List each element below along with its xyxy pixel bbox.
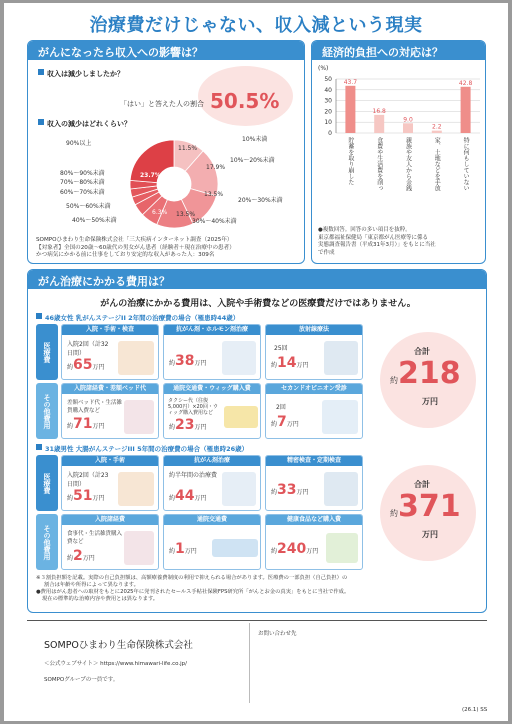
box-heading: 入院・手術 bbox=[62, 456, 158, 466]
question-income-decrease bbox=[38, 69, 124, 79]
pie-label-90: 90%以上 bbox=[66, 140, 92, 147]
question-decrease-amount bbox=[38, 119, 131, 129]
case2-total-amount bbox=[390, 489, 461, 524]
footer-divider bbox=[27, 620, 487, 621]
financial-burden-heading: 経済的負担への対応は？ bbox=[312, 41, 485, 60]
bar bbox=[403, 123, 413, 133]
pie-label-20-30: 20%～30%未満 bbox=[238, 197, 283, 204]
bar-value-label: 2.2 bbox=[432, 123, 442, 131]
consultation-icon bbox=[322, 400, 358, 434]
total-number: 371 bbox=[398, 489, 461, 524]
box-amount bbox=[169, 417, 207, 433]
website-link[interactable]: ＜公式ウェブサイト＞ https://www.himawari-life.co.jp/ bbox=[44, 661, 188, 667]
treatment-cost-panel bbox=[27, 269, 487, 613]
amount-unit: 万円 bbox=[194, 495, 207, 502]
box-heading: 抗がん剤治療 bbox=[164, 456, 260, 466]
pie-value-11: 11.5% bbox=[178, 145, 198, 152]
case2-box-misc bbox=[61, 514, 159, 570]
source-line-1: SOMPOひまわり生命保険株式会社「三大疾病インターネット調査（2025年） bbox=[36, 237, 233, 243]
pie-label-60: 60%～70%未満 bbox=[60, 189, 105, 196]
box-heading: セカンドオピニオン受診 bbox=[266, 384, 362, 394]
amount-unit: 万円 bbox=[82, 555, 95, 562]
burden-note-4: で作成 bbox=[318, 249, 335, 256]
case2-side-medical: 医療費 bbox=[36, 455, 58, 511]
box-amount bbox=[67, 416, 105, 432]
treatment-cost-lead: がんの治療にかかる費用は、入院や手術費などの医療費だけではありません。 bbox=[100, 299, 416, 309]
hospital-bed-icon bbox=[118, 341, 154, 375]
case1-title-text: 46歳女性 乳がんステージII 2年間の治療費の場合（罹患時44歳） bbox=[45, 314, 240, 322]
case1-title bbox=[36, 313, 239, 322]
bar-category-label: 貯蓄を取り崩した bbox=[346, 137, 354, 185]
bar-value-label: 42.8 bbox=[458, 79, 473, 87]
footnote-3: ●費用はがん患者への取材をもとに2025年に発刊されたセールス手帖社保険FPS研究所「がんとお金の真実」をもとに当社で作成。 bbox=[36, 589, 350, 595]
box-amount bbox=[169, 488, 207, 504]
bar-category-label: 食費や生活費を削っ bbox=[375, 137, 383, 191]
pie-value-13b: 13.5% bbox=[176, 211, 196, 218]
box-amount bbox=[169, 353, 207, 369]
amount-unit: 万円 bbox=[194, 424, 207, 431]
supplements-icon bbox=[326, 533, 358, 563]
hospital-bed-icon bbox=[118, 472, 154, 506]
footnote-4: 現在の標準的な治療内容や費用とは異なります。 bbox=[42, 596, 159, 602]
case2-box-exam bbox=[265, 455, 363, 511]
amount-prefix: 約 bbox=[271, 362, 278, 369]
box-desc: 約半年間の治療費 bbox=[169, 472, 218, 479]
amount-unit: 万円 bbox=[296, 362, 309, 369]
pie-label-70: 70%～80%未満 bbox=[60, 179, 105, 186]
burden-bar-chart bbox=[316, 71, 484, 191]
y-tick-label: 0 bbox=[328, 130, 332, 137]
amount-prefix: 約 bbox=[67, 423, 74, 430]
box-heading: 精密検査・定期検査 bbox=[266, 456, 362, 466]
amount-unit: 万円 bbox=[286, 421, 299, 428]
y-tick-label: 50 bbox=[324, 76, 332, 83]
square-bullet-icon bbox=[38, 69, 44, 75]
total-prefix: 約 bbox=[390, 376, 398, 385]
pie-label-10-20: 10%～20%未満 bbox=[230, 157, 275, 164]
amount-unit: 万円 bbox=[184, 548, 197, 555]
case2-total-label: 合計 bbox=[414, 480, 430, 489]
amount-prefix: 約 bbox=[67, 495, 74, 502]
pie-label-10: 10%未満 bbox=[242, 136, 268, 143]
income-impact-heading: がんになったら収入への影響は？ bbox=[28, 41, 304, 60]
case1-box-chemo bbox=[163, 324, 261, 380]
bar-category-label: 親族や友人から金銭 bbox=[404, 137, 412, 191]
box-desc: 入院2回（計23日間） bbox=[67, 472, 109, 488]
case1-total-label: 合計 bbox=[414, 347, 430, 356]
case1-side-medical: 医療費 bbox=[36, 324, 58, 380]
amount-number: 2 bbox=[73, 548, 83, 564]
amount-number: 38 bbox=[175, 353, 195, 369]
toiletries-icon bbox=[124, 531, 154, 565]
case1-total-unit: 万円 bbox=[422, 397, 438, 406]
burden-notes bbox=[318, 227, 484, 257]
y-tick-label: 40 bbox=[324, 86, 332, 94]
box-desc: 差額ベッド代・生活雑貨購入費など bbox=[67, 400, 123, 414]
amount-prefix: 約 bbox=[271, 548, 278, 555]
total-prefix: 約 bbox=[390, 509, 398, 518]
amount-number: 33 bbox=[277, 482, 297, 498]
box-amount bbox=[271, 414, 299, 430]
yes-value: 50.5% bbox=[210, 89, 280, 113]
box-heading: 入院諸経費・差額ベッド代 bbox=[62, 384, 158, 394]
box-amount bbox=[271, 482, 309, 498]
square-bullet-icon bbox=[36, 313, 42, 319]
company-name: SOMPOひまわり生命保険株式会社 bbox=[44, 640, 193, 651]
case2-box-transport bbox=[163, 514, 261, 570]
bar-category-label: 家、土地などを手放 bbox=[433, 137, 441, 191]
case1-box-transport bbox=[163, 383, 261, 439]
pie-label-40: 40%～50%未満 bbox=[72, 217, 117, 224]
box-desc: 食事代・生活雑貨購入費など bbox=[67, 531, 123, 545]
flyer-page bbox=[4, 3, 508, 721]
box-heading: 入院・手術・検査 bbox=[62, 325, 158, 335]
bar-category-label: 特に何もしていない bbox=[462, 137, 470, 191]
amount-unit: 万円 bbox=[306, 548, 319, 555]
chart-unit: (%) bbox=[318, 65, 329, 72]
doctor-icon bbox=[222, 472, 256, 506]
amount-number: 14 bbox=[277, 355, 297, 371]
box-heading: 通院交通費・ウィッグ購入費 bbox=[164, 384, 260, 394]
pie-label-30-40: 30%～40%未満 bbox=[192, 218, 237, 225]
train-icon bbox=[212, 539, 258, 557]
amount-number: 240 bbox=[277, 541, 307, 557]
box-amount bbox=[67, 548, 95, 564]
case1-box-radiation bbox=[265, 324, 363, 380]
pie-value-13a: 13.5% bbox=[204, 191, 224, 198]
box-amount bbox=[271, 355, 309, 371]
amount-unit: 万円 bbox=[92, 364, 105, 371]
amount-unit: 万円 bbox=[194, 360, 207, 367]
case1-total-amount bbox=[390, 356, 461, 391]
box-amount bbox=[67, 357, 105, 373]
case2-title-text: 31歳男性 大腸がんステージIII 5年間の治療費の場合（罹患時26歳） bbox=[45, 445, 249, 453]
amount-number: 1 bbox=[175, 541, 185, 557]
treatment-cost-heading: がん治療にかかる費用は？ bbox=[28, 270, 486, 289]
box-desc: 入院2回（計32日間） bbox=[67, 341, 109, 357]
case2-total-unit: 万円 bbox=[422, 530, 438, 539]
yes-label: 「はい」と答えた人の割合 bbox=[120, 100, 204, 108]
burden-note-1: ●複数回答。回答の多い項目を抜粋。 bbox=[318, 227, 411, 233]
hospital-building-icon bbox=[324, 341, 358, 375]
box-desc: 2回 bbox=[276, 404, 286, 411]
amount-number: 44 bbox=[175, 488, 195, 504]
case1-side-other: その他費用 bbox=[36, 383, 58, 439]
case2-title bbox=[36, 444, 248, 453]
amount-number: 7 bbox=[277, 414, 287, 430]
burden-note-2: 東京都福祉保健局「東京都がん医療等に係る bbox=[318, 234, 429, 241]
case2-box-chemo bbox=[163, 455, 261, 511]
y-tick-label: 20 bbox=[324, 108, 332, 116]
case2-box-hospital bbox=[61, 455, 159, 511]
page-title: 治療費だけじゃない、収入減という現実 bbox=[89, 15, 423, 36]
box-amount bbox=[67, 488, 105, 504]
amount-prefix: 約 bbox=[169, 424, 176, 431]
question-2-text: 収入の減少はどれくらい？ bbox=[47, 120, 131, 128]
box-amount bbox=[169, 541, 197, 557]
amount-prefix: 約 bbox=[271, 421, 278, 428]
box-heading: 入院諸経費 bbox=[62, 515, 158, 525]
income-source bbox=[36, 237, 304, 260]
bar bbox=[374, 115, 384, 133]
amount-prefix: 約 bbox=[271, 489, 278, 496]
box-amount bbox=[271, 541, 318, 557]
amount-prefix: 約 bbox=[67, 555, 74, 562]
box-heading: 通院交通費 bbox=[164, 515, 260, 525]
pie-value-23: 23.7% bbox=[140, 172, 161, 179]
box-heading: 健康食品など購入費 bbox=[266, 515, 362, 525]
box-desc: タクシー代（往復5,000円）×20回・ウィッグ購入費用など bbox=[168, 398, 218, 416]
bar bbox=[461, 87, 471, 133]
y-tick-label: 10 bbox=[324, 119, 332, 127]
towel-icon bbox=[124, 400, 154, 434]
amount-prefix: 約 bbox=[169, 360, 176, 367]
document-code: (26.1) SS bbox=[462, 707, 488, 713]
bar-value-label: 43.7 bbox=[343, 78, 358, 86]
amount-number: 65 bbox=[73, 357, 93, 373]
amount-number: 71 bbox=[73, 416, 93, 432]
contact-label: お問い合わせ先 bbox=[258, 631, 297, 637]
bar-value-label: 9.0 bbox=[403, 116, 413, 124]
box-desc: 25回 bbox=[274, 345, 288, 352]
box-heading: 放射線療法 bbox=[266, 325, 362, 335]
hospital-building-icon bbox=[324, 472, 358, 506]
taxi-icon bbox=[224, 406, 258, 428]
amount-number: 23 bbox=[175, 417, 195, 433]
square-bullet-icon bbox=[36, 444, 42, 450]
group-note: SOMPOグループの一員です。 bbox=[44, 677, 119, 683]
financial-burden-panel bbox=[311, 40, 486, 264]
pie-label-80: 80%～90%未満 bbox=[60, 170, 105, 177]
footnote-1: ※３割負担額を記載。実際の自己負担額は、高額療養費制度の利用で抑えられる場合があります。医療費の一部負担（自己負担）の bbox=[36, 575, 348, 581]
source-line-3: かつ病気にかかる前に仕事をしており安定的な収入があった人：309名 bbox=[36, 252, 215, 258]
footer-vertical-divider bbox=[249, 623, 250, 703]
bar bbox=[432, 131, 442, 133]
pie-value-17: 17.9% bbox=[206, 164, 226, 171]
bar-value-label: 16.8 bbox=[372, 107, 386, 115]
bar bbox=[345, 86, 355, 133]
source-line-2: 【対象者】全国の20歳～60歳代の男女がん患者（経験者＋現在治療中の患者） bbox=[36, 244, 235, 251]
treatment-cost-footnotes bbox=[36, 575, 484, 603]
amount-prefix: 約 bbox=[169, 548, 176, 555]
pie-label-50: 50%～60%未満 bbox=[66, 203, 111, 210]
pie-value-6: 6.3% bbox=[152, 209, 168, 216]
y-tick-label: 30 bbox=[324, 97, 332, 105]
doctor-icon bbox=[222, 341, 256, 375]
case1-box-second-opinion bbox=[265, 383, 363, 439]
case2-side-other: その他費用 bbox=[36, 514, 58, 570]
amount-prefix: 約 bbox=[67, 364, 74, 371]
amount-unit: 万円 bbox=[296, 489, 309, 496]
amount-prefix: 約 bbox=[169, 495, 176, 502]
square-bullet-icon bbox=[38, 119, 44, 125]
amount-unit: 万円 bbox=[92, 495, 105, 502]
footnote-2: 割合は年齢や所得によって異なります。 bbox=[44, 582, 139, 588]
box-heading: 抗がん剤・ホルモン剤治療 bbox=[164, 325, 260, 335]
burden-note-3: 実態調査報告書（平成31年3月）」をもとに当社 bbox=[318, 242, 436, 248]
amount-unit: 万円 bbox=[92, 423, 105, 430]
amount-number: 51 bbox=[73, 488, 93, 504]
case1-box-misc bbox=[61, 383, 159, 439]
income-impact-panel bbox=[27, 40, 305, 264]
case2-box-health-food bbox=[265, 514, 363, 570]
total-number: 218 bbox=[398, 356, 461, 391]
case1-box-hospital bbox=[61, 324, 159, 380]
question-1-text: 収入は減少しましたか？ bbox=[47, 70, 124, 78]
